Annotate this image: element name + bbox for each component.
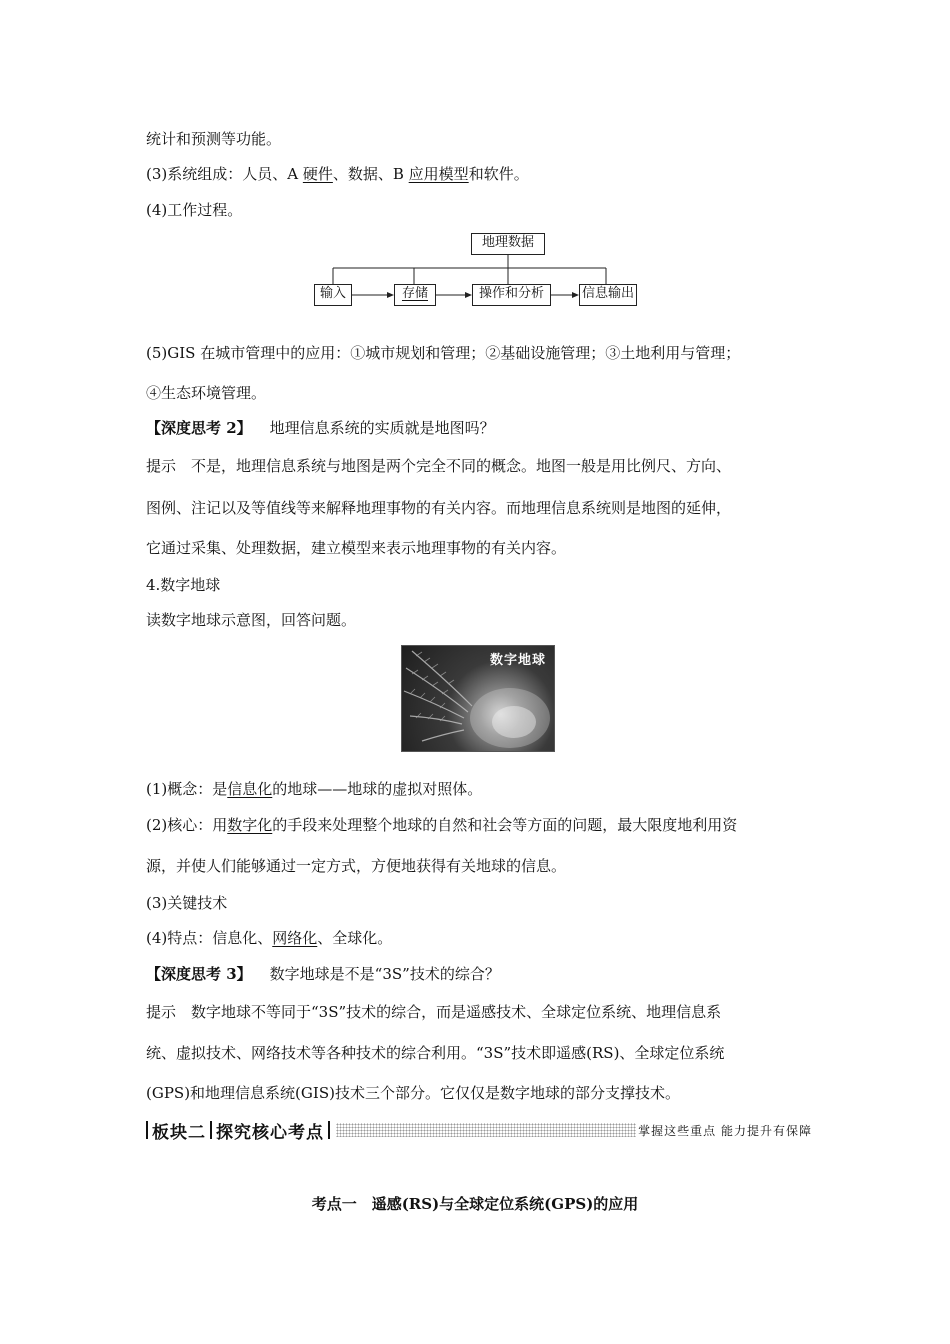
text-line [146,815,737,835]
answer-informatized: 信息化 [227,780,273,798]
digital-earth-image [401,645,555,752]
text-line: (4)工作过程。 [146,201,243,219]
text-line: (GPS)和地理信息系统(GIS)技术三个部分。它仅仅是数字地球的部分支撑技术。 [146,1084,680,1102]
deep-thinking-question: 地理信息系统的实质就是地图吗？ [269,419,495,437]
flow-node-storage: 存储 [394,284,436,306]
text-line [146,928,392,948]
text-line: 提示 不是，地理信息系统与地图是两个完全不同的概念。地图一般是用比例尺、方向、 [146,457,732,475]
flow-node-output: 信息输出 [579,284,637,306]
text-segment: 和软件。 [468,165,529,183]
text-segment: (2)核心：用 [146,816,228,834]
text-line: 图例、注记以及等值线等来解释地理事物的有关内容。而地理信息系统则是地图的延伸， [146,499,732,517]
exam-point-heading: 考点一 遥感(RS)与全球定位系统(GPS)的应用 [311,1195,639,1213]
banner-dotted-strip [336,1123,814,1137]
deep-thinking-2 [146,418,495,438]
text-segment: (4)特点：信息化、 [146,929,273,947]
text-segment: (1)概念：是 [146,780,228,798]
text-line: ④生态环境管理。 [146,384,267,402]
text-line: 统计和预测等功能。 [146,130,282,148]
text-segment: 的地球——地球的虚拟对照体。 [272,780,483,798]
text-line: 源，并使人们能够通过一定方式，方便地获得有关地球的信息。 [146,857,567,875]
text-line: (3)关键技术 [146,894,228,912]
text-segment: 、数据、B [332,165,409,183]
flow-node-geodata: 地理数据 [471,233,545,255]
flow-node-input: 输入 [314,284,352,306]
answer-networked: 网络化 [272,929,318,947]
deep-thinking-label: 【深度思考 3】 [146,965,252,983]
banner-block-label: 板块二 [152,1122,206,1143]
text-line: 它通过采集、处理数据，建立模型来表示地理事物的有关内容。 [146,539,567,557]
answer-digitalized: 数字化 [227,816,273,834]
text-segment: 、全球化。 [317,929,393,947]
banner-slogan: 掌握这些重点 能力提升有保障 [638,1123,812,1138]
text-segment: (3)系统组成：人员、A [146,165,303,183]
deep-thinking-question: 数字地球是不是“3S”技术的综合？ [269,965,500,983]
figure-title: 数字地球 [489,653,546,668]
answer-app-model: 应用模型 [408,165,469,183]
flow-node-analysis: 操作和分析 [472,284,551,306]
deep-thinking-3 [146,964,500,984]
text-line: 读数字地球示意图，回答问题。 [146,611,357,629]
text-line: 统、虚拟技术、网络技术等各种技术的综合利用。“3S”技术即遥感(RS)、全球定位系统 [146,1044,725,1062]
section-banner [146,1119,814,1141]
text-line: 提示 数字地球不等同于“3S”技术的综合，而是遥感技术、全球定位系统、地理信息系 [146,1003,722,1021]
text-line [146,779,482,799]
banner-divider [328,1121,330,1139]
banner-title: 探究核心考点 [216,1122,324,1143]
workflow-connectors [0,0,950,320]
answer-hardware: 硬件 [302,165,333,183]
text-line: (5)GIS 在城市管理中的应用：①城市规划和管理；②基础设施管理；③土地利用与管理； [146,344,741,362]
section-heading-4: 4.数字地球 [146,576,221,594]
deep-thinking-label: 【深度思考 2】 [146,419,252,437]
text-segment: 的手段来处理整个地球的自然和社会等方面的问题，最大限度地利用资 [272,816,738,834]
